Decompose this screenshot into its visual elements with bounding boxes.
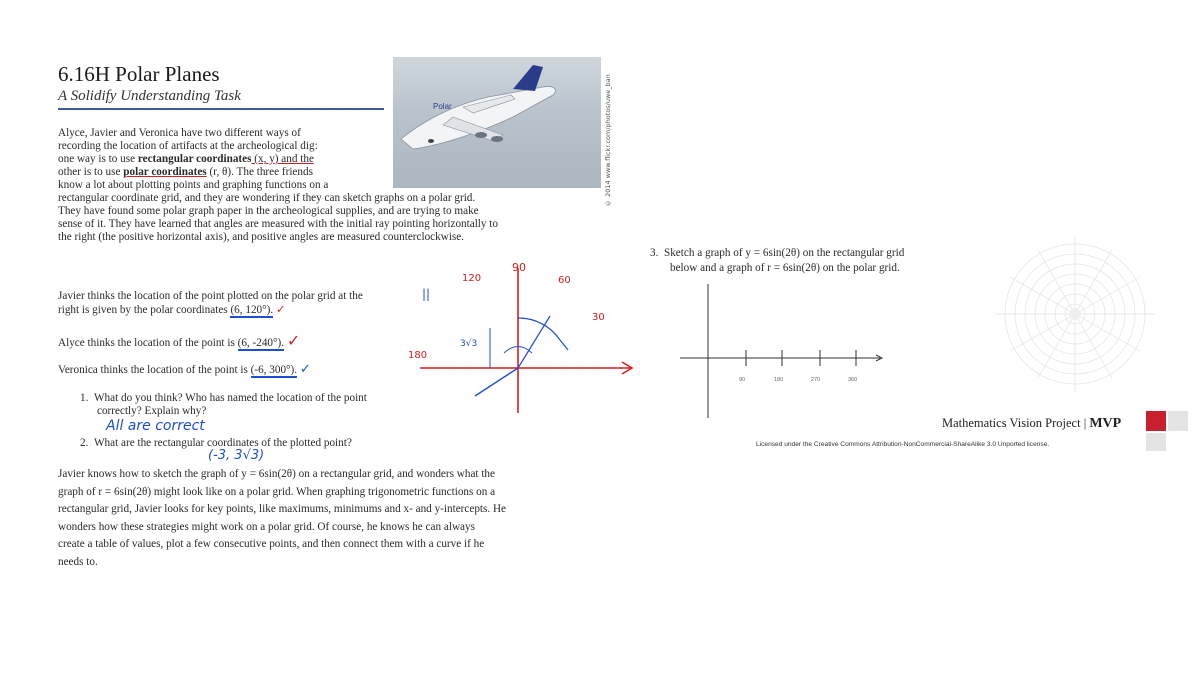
- question-3: 3. Sketch a graph of y = 6sin(2θ) on the rectangular grid below and a graph of r = 6sin(2θ) on the polar grid.: [650, 247, 905, 274]
- footer-license: Licensed under the Creative Commons Attribution-NonCommercial-ShareAlike 3.0 Unported license.: [756, 441, 1050, 448]
- intro-line: They have found some polar graph paper in the archeological supplies, and are trying to make: [58, 205, 479, 217]
- page-title: 6.16H Polar Planes: [58, 62, 220, 86]
- footer-organization: Mathematics Vision Project | MVP: [942, 416, 1122, 431]
- check-mark-icon: ✓: [275, 303, 286, 316]
- label-120: 120: [462, 273, 482, 284]
- question-1: 1. What do you think? Who has named the location of the point correctly? Explain why?: [80, 392, 367, 417]
- handwritten-answer-1: All are correct: [106, 418, 205, 434]
- alyce-statement: Alyce thinks the location of the point is (6, -240°). ✓: [58, 331, 301, 350]
- question-2: 2. What are the rectangular coordinates of the plotted point?: [80, 437, 352, 449]
- intro-line: the right (the positive horizontal axis), and positive angles are measured counterclockwise.: [58, 231, 465, 243]
- intro-line: know a lot about plotting points and graphing functions on a: [58, 179, 329, 191]
- tick-label-180: 180: [774, 377, 784, 383]
- veronica-coordinate: (-6, 300°).: [250, 364, 298, 376]
- handwritten-answer-2: (-3, 3√3): [208, 448, 265, 463]
- javier-paragraph: Javier knows how to sketch the graph of y = 6sin(2θ) on a rectangular grid, and wonders what the graph of r = 6sin(2θ) might look like on a polar grid. When graphing trigonometric functions on a rectangular grid, Javier looks for key points, like maximums, minimums and x- and y-intercepts. He wonders how these strategies might work on a polar grid. Of course, he knows he can always create a table of values, plot a few consecutive points, and then connect them with a curve if he needs to.: [58, 468, 507, 568]
- javier-coordinate: (6, 120°).: [230, 304, 274, 316]
- page-subtitle: A Solidify Understanding Task: [58, 88, 241, 104]
- label-3-root-3: 3√3: [460, 339, 478, 349]
- intro-line: other is to use polar coordinates (r, θ). The three friends: [58, 166, 313, 178]
- intro-line: rectangular coordinate grid, and they are wondering if they can sketch graphs on a polar grid.: [58, 192, 476, 204]
- alyce-coordinate: (6, -240°).: [237, 337, 285, 349]
- tick-label-90: 90: [739, 377, 746, 383]
- polar-coordinates-term: polar coordinates: [123, 166, 207, 178]
- check-mark-icon: ✓: [286, 331, 301, 350]
- label-60: 60: [558, 275, 571, 286]
- intro-line: recording the location of artifacts at the archeological dig:: [58, 140, 318, 152]
- check-mark-icon: ✓: [299, 362, 311, 377]
- label-30: 30: [592, 312, 605, 323]
- rectangular-grid: [680, 282, 890, 422]
- tick-label-270: 270: [811, 377, 821, 383]
- polar-grid: [985, 228, 1165, 398]
- title-rule: [58, 108, 384, 110]
- intro-paragraph: [58, 127, 498, 244]
- rectangular-coordinates-term: rectangular coordinates: [137, 153, 252, 165]
- livery-text: Polar: [433, 102, 452, 111]
- javier-statement: Javier thinks the location of the point plotted on the polar grid at the right is given by the polar coordinates (6, 120°). ✓: [58, 290, 363, 316]
- photo-credit: © 2014 www.flickr.com/photos/uwe_ban: [604, 74, 612, 207]
- tick-label-360: 360: [848, 377, 858, 383]
- intro-line: sense of it. They have learned that angles are measured with the initial ray pointing horizontally to: [58, 218, 499, 230]
- svg-text:||: ||: [422, 287, 431, 301]
- veronica-statement: Veronica thinks the location of the point is (-6, 300°). ✓: [58, 362, 311, 377]
- label-90: 90: [512, 261, 526, 274]
- intro-line: one way is to use rectangular coordinates (x, y) and the: [58, 153, 314, 165]
- handwritten-polar-sketch: [400, 258, 640, 418]
- intro-line: Alyce, Javier and Veronica have two different ways of: [58, 127, 301, 139]
- mvp-logo-text: MVP: [1089, 416, 1122, 431]
- label-180: 180: [408, 350, 428, 361]
